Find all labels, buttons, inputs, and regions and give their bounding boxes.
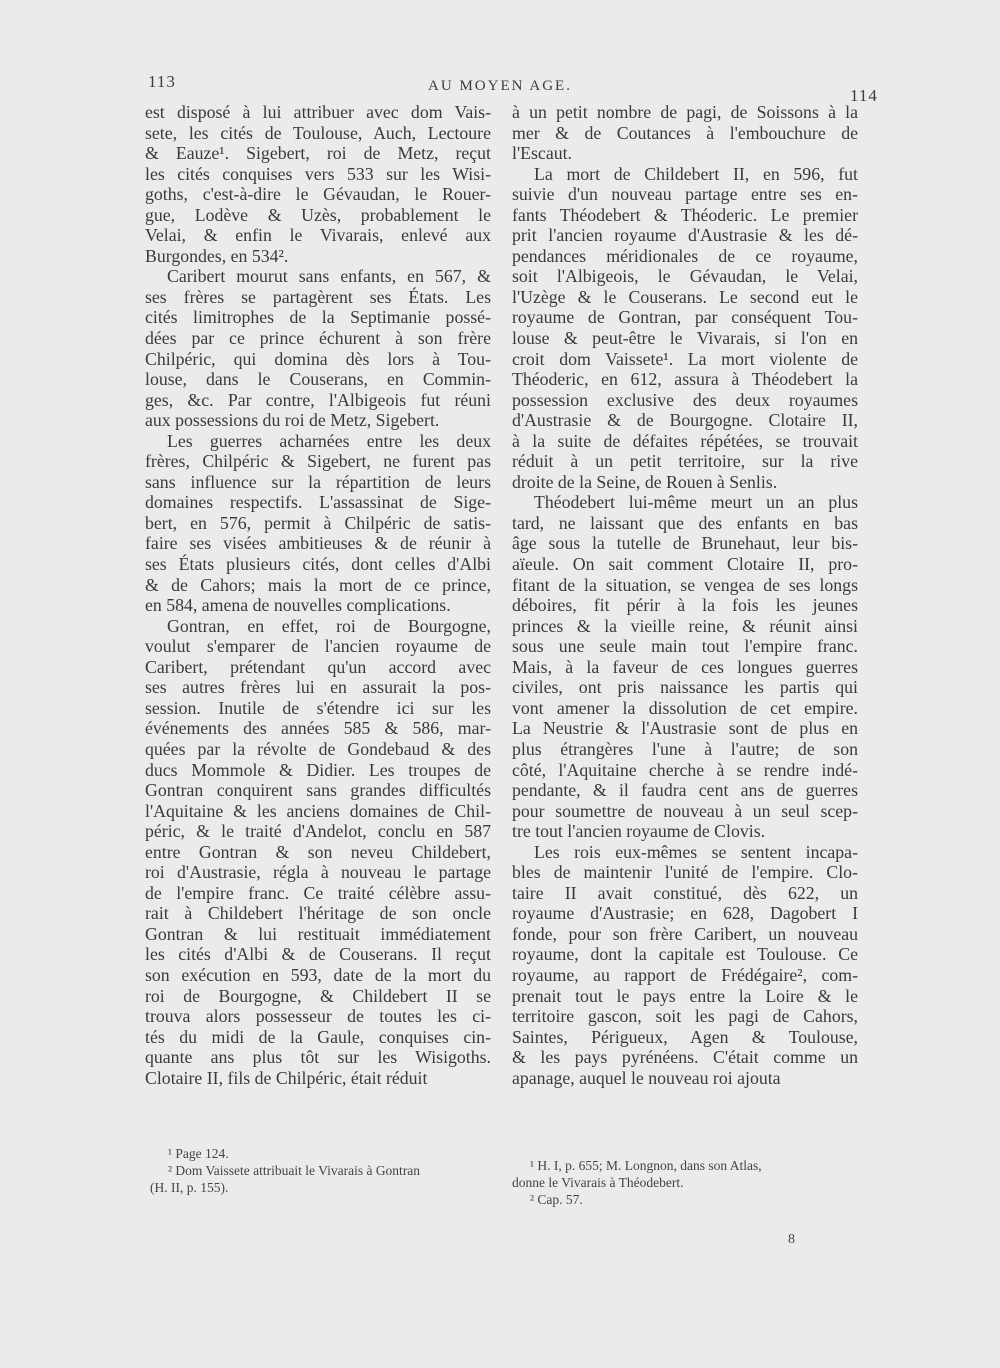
text-line: Mais, à la faveur de ces longues guerres bbox=[512, 656, 858, 677]
text-line: l'Aquitaine & les anciens domaines de Chil- bbox=[145, 800, 491, 821]
text-line: domaines respectifs. L'assassinat de Sige- bbox=[145, 492, 491, 513]
text-line: princes & la vieille reine, & réunit ainsi bbox=[512, 615, 858, 636]
text-line: pour soumettre de nouveau à un seul scep- bbox=[512, 800, 858, 821]
text-line: & de Cahors; mais la mort de ce prince, bbox=[145, 574, 491, 595]
text-line: son exécution en 593, date de la mort du bbox=[145, 964, 491, 985]
text-line: roi d'Austrasie, régla à nouveau le partage bbox=[145, 862, 491, 883]
footnote-line: (H. II, p. 155). bbox=[150, 1180, 229, 1195]
text-line: quante ans plus tôt sur les Wisigoths. bbox=[145, 1047, 491, 1068]
text-line: âge sous la tutelle de Brunehaut, leur bis- bbox=[512, 533, 858, 554]
text-line: royaume, dont la capitale est Toulouse. Ce bbox=[512, 944, 858, 965]
text-line: fitant de la situation, se vengea de ses longs bbox=[512, 574, 858, 595]
text-line: goths, c'est-à-dire le Gévaudan, le Rouer- bbox=[145, 184, 491, 205]
page-number-left: 113 bbox=[148, 72, 176, 91]
text-line: Les rois eux-mêmes se sentent incapa- bbox=[534, 841, 858, 862]
text-line: Gontran conquirent sans grandes difficultés bbox=[145, 780, 491, 801]
text-line: Velai, & enfin le Vivarais, enlevé aux bbox=[145, 225, 491, 246]
text-line: royaume d'Austrasie; en 628, Dagobert I bbox=[512, 903, 858, 924]
text-line: & Eauze¹. Sigebert, roi de Metz, reçut bbox=[145, 143, 491, 164]
signature-mark: 8 bbox=[788, 1232, 795, 1247]
text-line: est disposé à lui attribuer avec dom Vais- bbox=[145, 102, 491, 122]
text-line: côté, l'Aquitaine cherche à se rendre indé- bbox=[512, 759, 858, 780]
text-line: La Neustrie & l'Austrasie sont de plus en bbox=[512, 718, 858, 739]
text-line: frères, Chilpéric & Sigebert, ne furent pas bbox=[145, 451, 491, 472]
text-line: fants Théodebert & Théoderic. Le premier bbox=[512, 204, 858, 225]
text-line: Caribert, prétendant qu'un accord avec bbox=[145, 656, 491, 677]
text-line: Clotaire II, fils de Chilpéric, était réduit bbox=[145, 1067, 428, 1088]
text-line: plus étrangères l'une à l'autre; de son bbox=[512, 738, 858, 759]
text-line: mer & de Coutances à l'embouchure de bbox=[512, 122, 858, 143]
text-line: pendante, & il faudra cent ans de guerres bbox=[512, 780, 858, 801]
text-line: Caribert mourut sans enfants, en 567, & bbox=[167, 266, 491, 287]
text-line: péric, & le traité d'Andelot, conclu en 587 bbox=[145, 821, 491, 842]
text-line: royaume de Gontran, par conséquent Tou- bbox=[512, 307, 858, 328]
text-line: aïeule. On sait comment Clotaire II, pro- bbox=[512, 554, 858, 575]
text-line: tard, ne laissant que des enfants en bas bbox=[512, 512, 858, 533]
text-line: Les guerres acharnées entre les deux bbox=[167, 430, 491, 451]
text-line: ses États plusieurs cités, dont celles d'Albi bbox=[145, 554, 491, 575]
text-line: tés du midi de la Gaule, conquises cin- bbox=[145, 1026, 491, 1047]
text-line: événements des années 585 & 586, mar- bbox=[145, 718, 491, 739]
text-line: bles de maintenir l'unité de l'empire. Clo- bbox=[512, 862, 858, 883]
text-line: déboires, fit périr à la fois les jeunes bbox=[512, 595, 858, 616]
page-number-right: 114 bbox=[850, 86, 878, 105]
text-line: ges, &c. Par contre, l'Albigeois fut réuni bbox=[145, 389, 491, 410]
footnotes-left bbox=[150, 1145, 490, 1196]
text-line: soit l'Albigeois, le Gévaudan, le Velai, bbox=[512, 266, 858, 287]
text-line: louse, dans le Couserans, en Commin- bbox=[145, 369, 491, 390]
text-line: Gontran, en effet, roi de Bourgogne, bbox=[167, 615, 491, 636]
text-line: à un petit nombre de pagi, de Soissons à la bbox=[512, 102, 858, 122]
text-line: croit dom Vaissete¹. La mort violente de bbox=[512, 348, 858, 369]
text-line: tre tout l'ancien royaume de Clovis. bbox=[512, 821, 766, 842]
left-column bbox=[145, 102, 491, 1088]
text-line: prit l'ancien royaume d'Austrasie & les dé- bbox=[512, 225, 858, 246]
text-line: fonde, pour son frère Caribert, un nouveau bbox=[512, 923, 858, 944]
text-line: les cités d'Albi & de Couserans. Il reçut bbox=[145, 944, 491, 965]
text-line: ses frères se partagèrent ses États. Les bbox=[145, 286, 491, 307]
text-line: bert, en 576, permit à Chilpéric de satis- bbox=[145, 512, 491, 533]
text-line: gue, Lodève & Uzès, probablement le bbox=[145, 204, 491, 225]
text-line: d'Austrasie & de Bourgogne. Clotaire II, bbox=[512, 410, 858, 431]
text-line: Théodebert lui-même meurt un an plus bbox=[534, 492, 858, 513]
text-line: faire ses visées ambitieuses & de réunir à bbox=[145, 533, 491, 554]
text-line: sans influence sur la répartition de leurs bbox=[145, 471, 491, 492]
text-line: suivie d'un nouveau partage entre ses en- bbox=[512, 184, 858, 205]
text-line: pendances méridionales de ce royaume, bbox=[512, 245, 858, 266]
text-line: Chilpéric, qui domina dès lors à Tou- bbox=[145, 348, 491, 369]
text-line: possession exclusive des deux royaumes bbox=[512, 389, 858, 410]
text-line: taire II avait constitué, dès 622, un bbox=[512, 882, 858, 903]
text-line: entre Gontran & son neveu Childebert, bbox=[145, 841, 491, 862]
text-line: Saintes, Périgueux, Agen & Toulouse, bbox=[512, 1026, 858, 1047]
text-line: rait à Childebert l'héritage de son oncle bbox=[145, 903, 491, 924]
text-line: session. Inutile de s'étendre ici sur les bbox=[145, 697, 491, 718]
text-line: l'Escaut. bbox=[512, 143, 572, 164]
text-line: les cités conquises vers 533 sur les Wisi- bbox=[145, 163, 491, 184]
text-line: cités limitrophes de la Septimanie possé- bbox=[145, 307, 491, 328]
footnote-line: ² Cap. 57. bbox=[530, 1192, 583, 1207]
text-line: ses autres frères lui en assurait la pos- bbox=[145, 677, 491, 698]
text-line: apanage, auquel le nouveau roi ajouta bbox=[512, 1067, 781, 1088]
text-line: voulut s'emparer de l'ancien royaume de bbox=[145, 636, 491, 657]
footnote-line: ¹ Page 124. bbox=[168, 1146, 229, 1161]
text-line: ducs Mommole & Didier. Les troupes de bbox=[145, 759, 491, 780]
footnote-line: ¹ H. I, p. 655; M. Longnon, dans son Atlas, bbox=[530, 1158, 762, 1173]
text-line: quées par la révolte de Gondebaud & des bbox=[145, 738, 491, 759]
text-line: sete, les cités de Toulouse, Auch, Lectoure bbox=[145, 122, 491, 143]
text-line: à la suite de défaites répétées, se trouvait bbox=[512, 430, 858, 451]
footnotes-right bbox=[512, 1157, 862, 1208]
footnote-line: donne le Vivarais à Théodebert. bbox=[512, 1175, 684, 1190]
text-line: en 584, amena de nouvelles complications. bbox=[145, 595, 451, 616]
text-line: de l'empire franc. Ce traité célèbre assu- bbox=[145, 882, 491, 903]
text-line: sous une seule main tout l'empire franc. bbox=[512, 636, 858, 657]
right-column bbox=[512, 102, 858, 1088]
text-line: royaume, au rapport de Frédégaire², com- bbox=[512, 964, 858, 985]
running-title: AU MOYEN AGE. bbox=[428, 78, 572, 94]
footnote-line: ² Dom Vaissete attribuait le Vivarais à Gontran bbox=[168, 1163, 421, 1178]
text-line: aux possessions du roi de Metz, Sigebert. bbox=[145, 410, 440, 431]
text-line: droite de la Seine, de Rouen à Senlis. bbox=[512, 471, 778, 492]
text-line: & les pays pyrénéens. C'était comme un bbox=[512, 1047, 858, 1068]
text-line: Gontran & lui restituait immédiatement bbox=[145, 923, 491, 944]
text-line: Théoderic, en 612, assura à Théodebert la bbox=[512, 369, 858, 390]
text-line: réduit à un petit territoire, sur la rive bbox=[512, 451, 858, 472]
text-line: prenait tout le pays entre la Loire & le bbox=[512, 985, 858, 1006]
text-line: civiles, ont pris naissance les partis qui bbox=[512, 677, 858, 698]
text-line: roi de Bourgogne, & Childebert II se bbox=[145, 985, 491, 1006]
text-line: dées par ce prince échurent à son frère bbox=[145, 328, 491, 349]
text-line: La mort de Childebert II, en 596, fut bbox=[534, 163, 858, 184]
text-line: territoire gascon, soit les pagi de Cahors, bbox=[512, 1006, 858, 1027]
text-line: l'Uzège & le Couserans. Le second eut le bbox=[512, 286, 858, 307]
text-line: trouva alors possesseur de toutes les ci- bbox=[145, 1006, 491, 1027]
text-line: louse & peut-être le Vivarais, si l'on en bbox=[512, 328, 858, 349]
text-line: Burgondes, en 534². bbox=[145, 245, 289, 266]
text-line: vont amener la dissolution de cet empire. bbox=[512, 697, 858, 718]
